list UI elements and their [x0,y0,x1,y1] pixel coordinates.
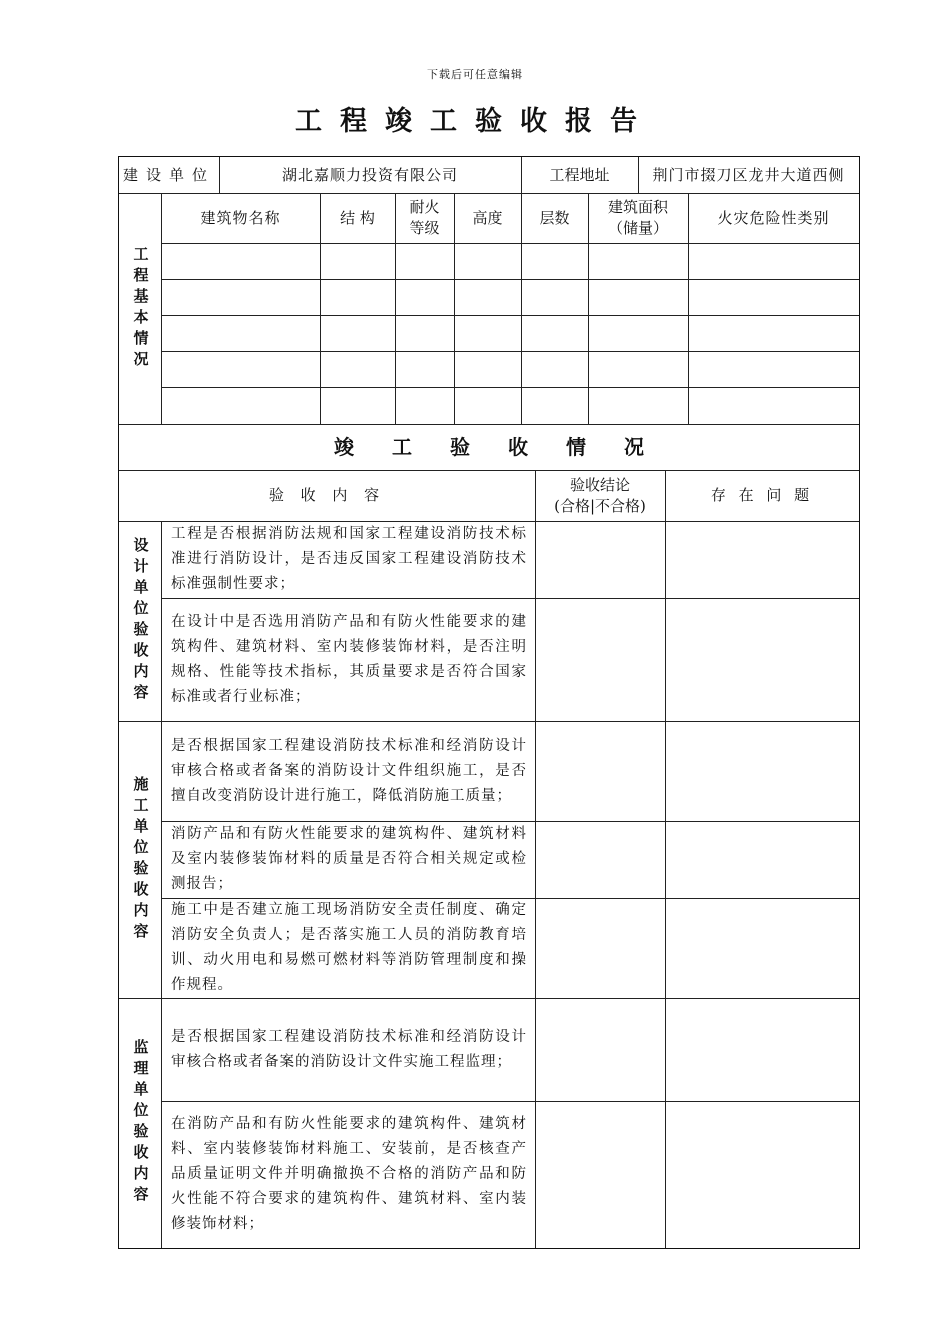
address-value: 荆门市掇刀区龙井大道西侧 [652,165,845,184]
construction-item-2: 消防产品和有防火性能要求的建筑构件、建筑材料及室内装修装饰材料的质量是否符合相关规定或检测报告； [171,826,527,892]
supervision-unit-label: 监理单位验收内容 [131,1039,150,1207]
header-note: 下载后可任意编辑 [427,68,523,81]
column-building-name: 建筑物名称 [200,208,281,227]
column-floors: 层数 [539,208,570,227]
header-acceptance-conclusion: 验收结论 (合格|不合格) [554,475,646,515]
design-item-1: 工程是否根据消防法规和国家工程建设消防技术标准进行消防设计，是否违反国家工程建设消防技术标准强制性要求； [171,526,527,592]
acceptance-form-table [118,156,860,1249]
column-structure: 结 构 [340,208,375,227]
header-issues: 存 在 问 题 [710,486,814,504]
address-label: 工程地址 [549,165,610,184]
column-floor-area: 建筑面积 （储量） [607,198,668,237]
supervision-item-1: 是否根据国家工程建设消防技术标准和经消防设计审核合格或者备案的消防设计文件实施工程监理； [171,1028,527,1070]
design-item-2: 在设计中是否选用消防产品和有防火性能要求的建筑构件、建筑材料、室内装修装饰材料，是否注明规格、性能等技术指标，其质量要求是否符合国家标准或者行业标准； [171,613,527,705]
header-acceptance-content: 验 收 内 容 [268,486,386,504]
document-title: 工程竣工验收报告 [295,106,655,137]
basic-info-section-label: 工程基本情况 [131,245,150,372]
supervision-item-2: 在消防产品和有防火性能要求的建筑构件、建筑材料、室内装修装饰材料施工、安装前，是否核查产品质量证明文件并明确撤换不合格的消防产品和防火性能不符合要求的建筑构件、建筑材料、室内装修装饰材料； [171,1116,527,1232]
construction-item-3: 施工中是否建立施工现场消防安全责任制度、确定消防安全负责人；是否落实施工人员的消防教育培训、动火用电和易燃可燃材料等消防管理制度和操作规程。 [171,902,527,993]
design-unit-label: 设计单位验收内容 [131,537,150,705]
construction-item-1: 是否根据国家工程建设消防技术标准和经消防设计审核合格或者备案的消防设计文件组织施工，是否擅自改变消防设计进行施工，降低消防施工质量； [171,737,527,804]
column-fire-rating: 耐火 等级 [409,198,440,237]
builder-value: 湖北嘉顺力投资有限公司 [281,165,458,184]
column-fire-hazard-class: 火灾危险性类别 [717,208,830,227]
column-height: 高度 [472,208,503,227]
builder-label: 建设单位 [122,165,215,184]
section-title: 竣工验收情况 [334,435,682,459]
construction-unit-label: 施工单位验收内容 [131,775,150,944]
